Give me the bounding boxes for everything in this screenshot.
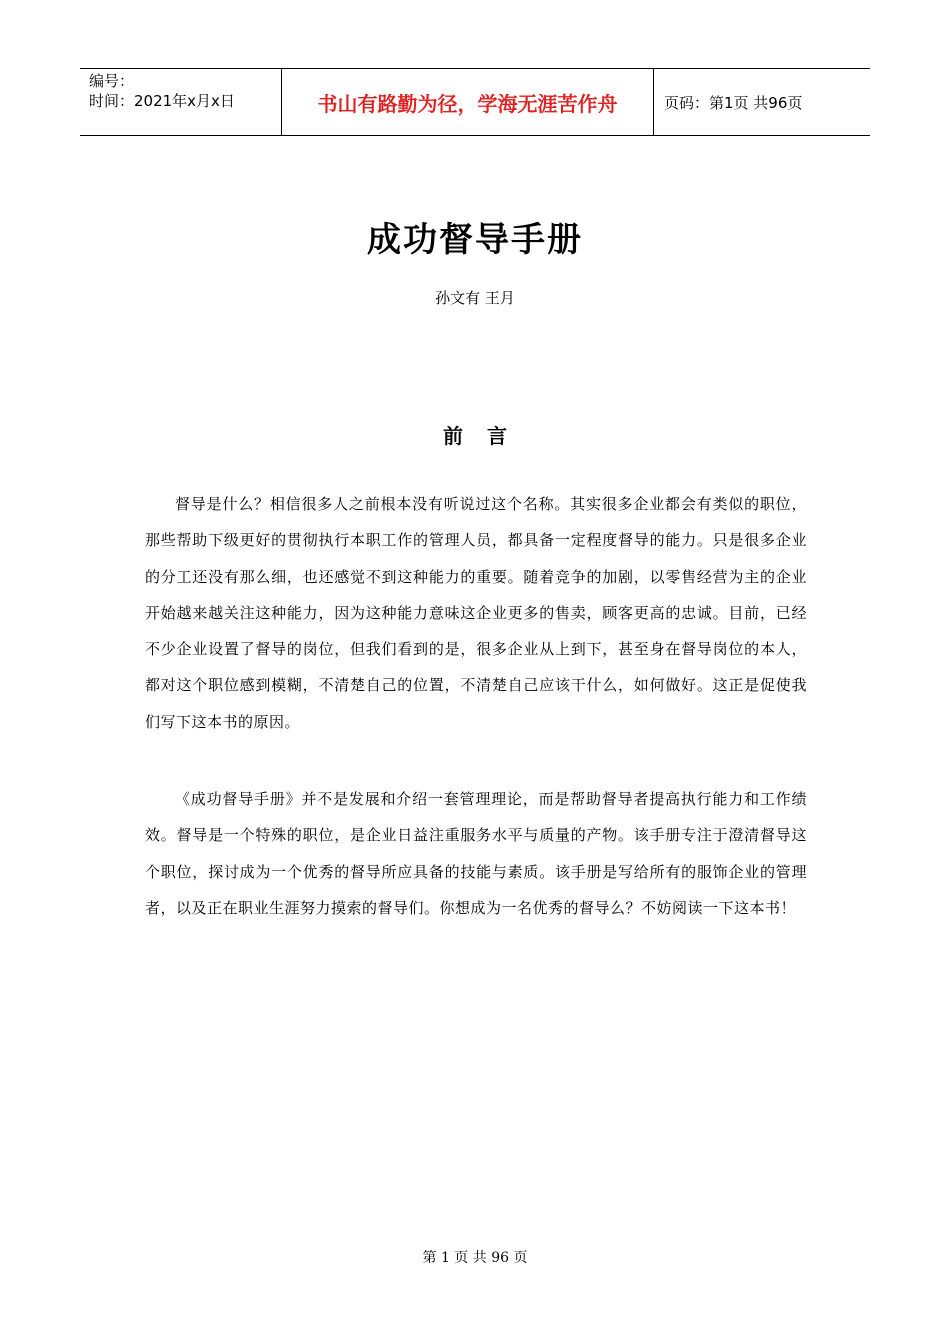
header-meta-cell [80,69,281,135]
time-label: 时间：2021年x月x日 [89,92,235,110]
header-table [80,68,870,136]
header-page-info: 页码：第1页 共96页 [664,93,803,112]
header-motto: 书山有路勤为径，学海无涯苦作舟 [281,69,654,135]
preface-heading: 前言 [443,424,531,448]
preface-paragraph-1: 督导是什么？相信很多人之前根本没有听说过这个名称。其实很多企业都会有类似的职位，那些帮助下级更好的贯彻执行本职工作的管理人员，都具备一定程度督导的能力。只是很多企业的分工还没有那么细，也还感觉不到这种能力的重要。随着竞争的加剧，以零售经营为主的企业开始越来越关注这种能力，因为这种能力意味这企业更多的售卖，顾客更高的忠诚。目前，已经不少企业设置了督导的岗位，但我们看到的是，很多企业从上到下，甚至身在督导岗位的本人，都对这个职位感到模糊，不清楚自己的位置，不清楚自己应该干什么，如何做好。这正是促使我们写下这本书的原因。 [145,495,807,731]
page-footer: 第 1 页 共 96 页 [422,1250,528,1266]
number-label: 编号： [89,72,135,90]
preface-paragraph-2: 《成功督导手册》并不是发展和介绍一套管理理论，而是帮助督导者提高执行能力和工作绩效。督导是一个特殊的职位，是企业日益注重服务水平与质量的产物。该手册专注于澄清督导这个职位，探讨成为一个优秀的督导所应具备的技能与素质。该手册是写给所有的服饰企业的管理者，以及正在职业生涯努力摸索的督导们。你想成为一名优秀的督导么？不妨阅读一下这本书！ [145,790,807,917]
document-authors: 孙文有 王月 [435,289,515,307]
document-title: 成功督导手册 [367,220,583,260]
